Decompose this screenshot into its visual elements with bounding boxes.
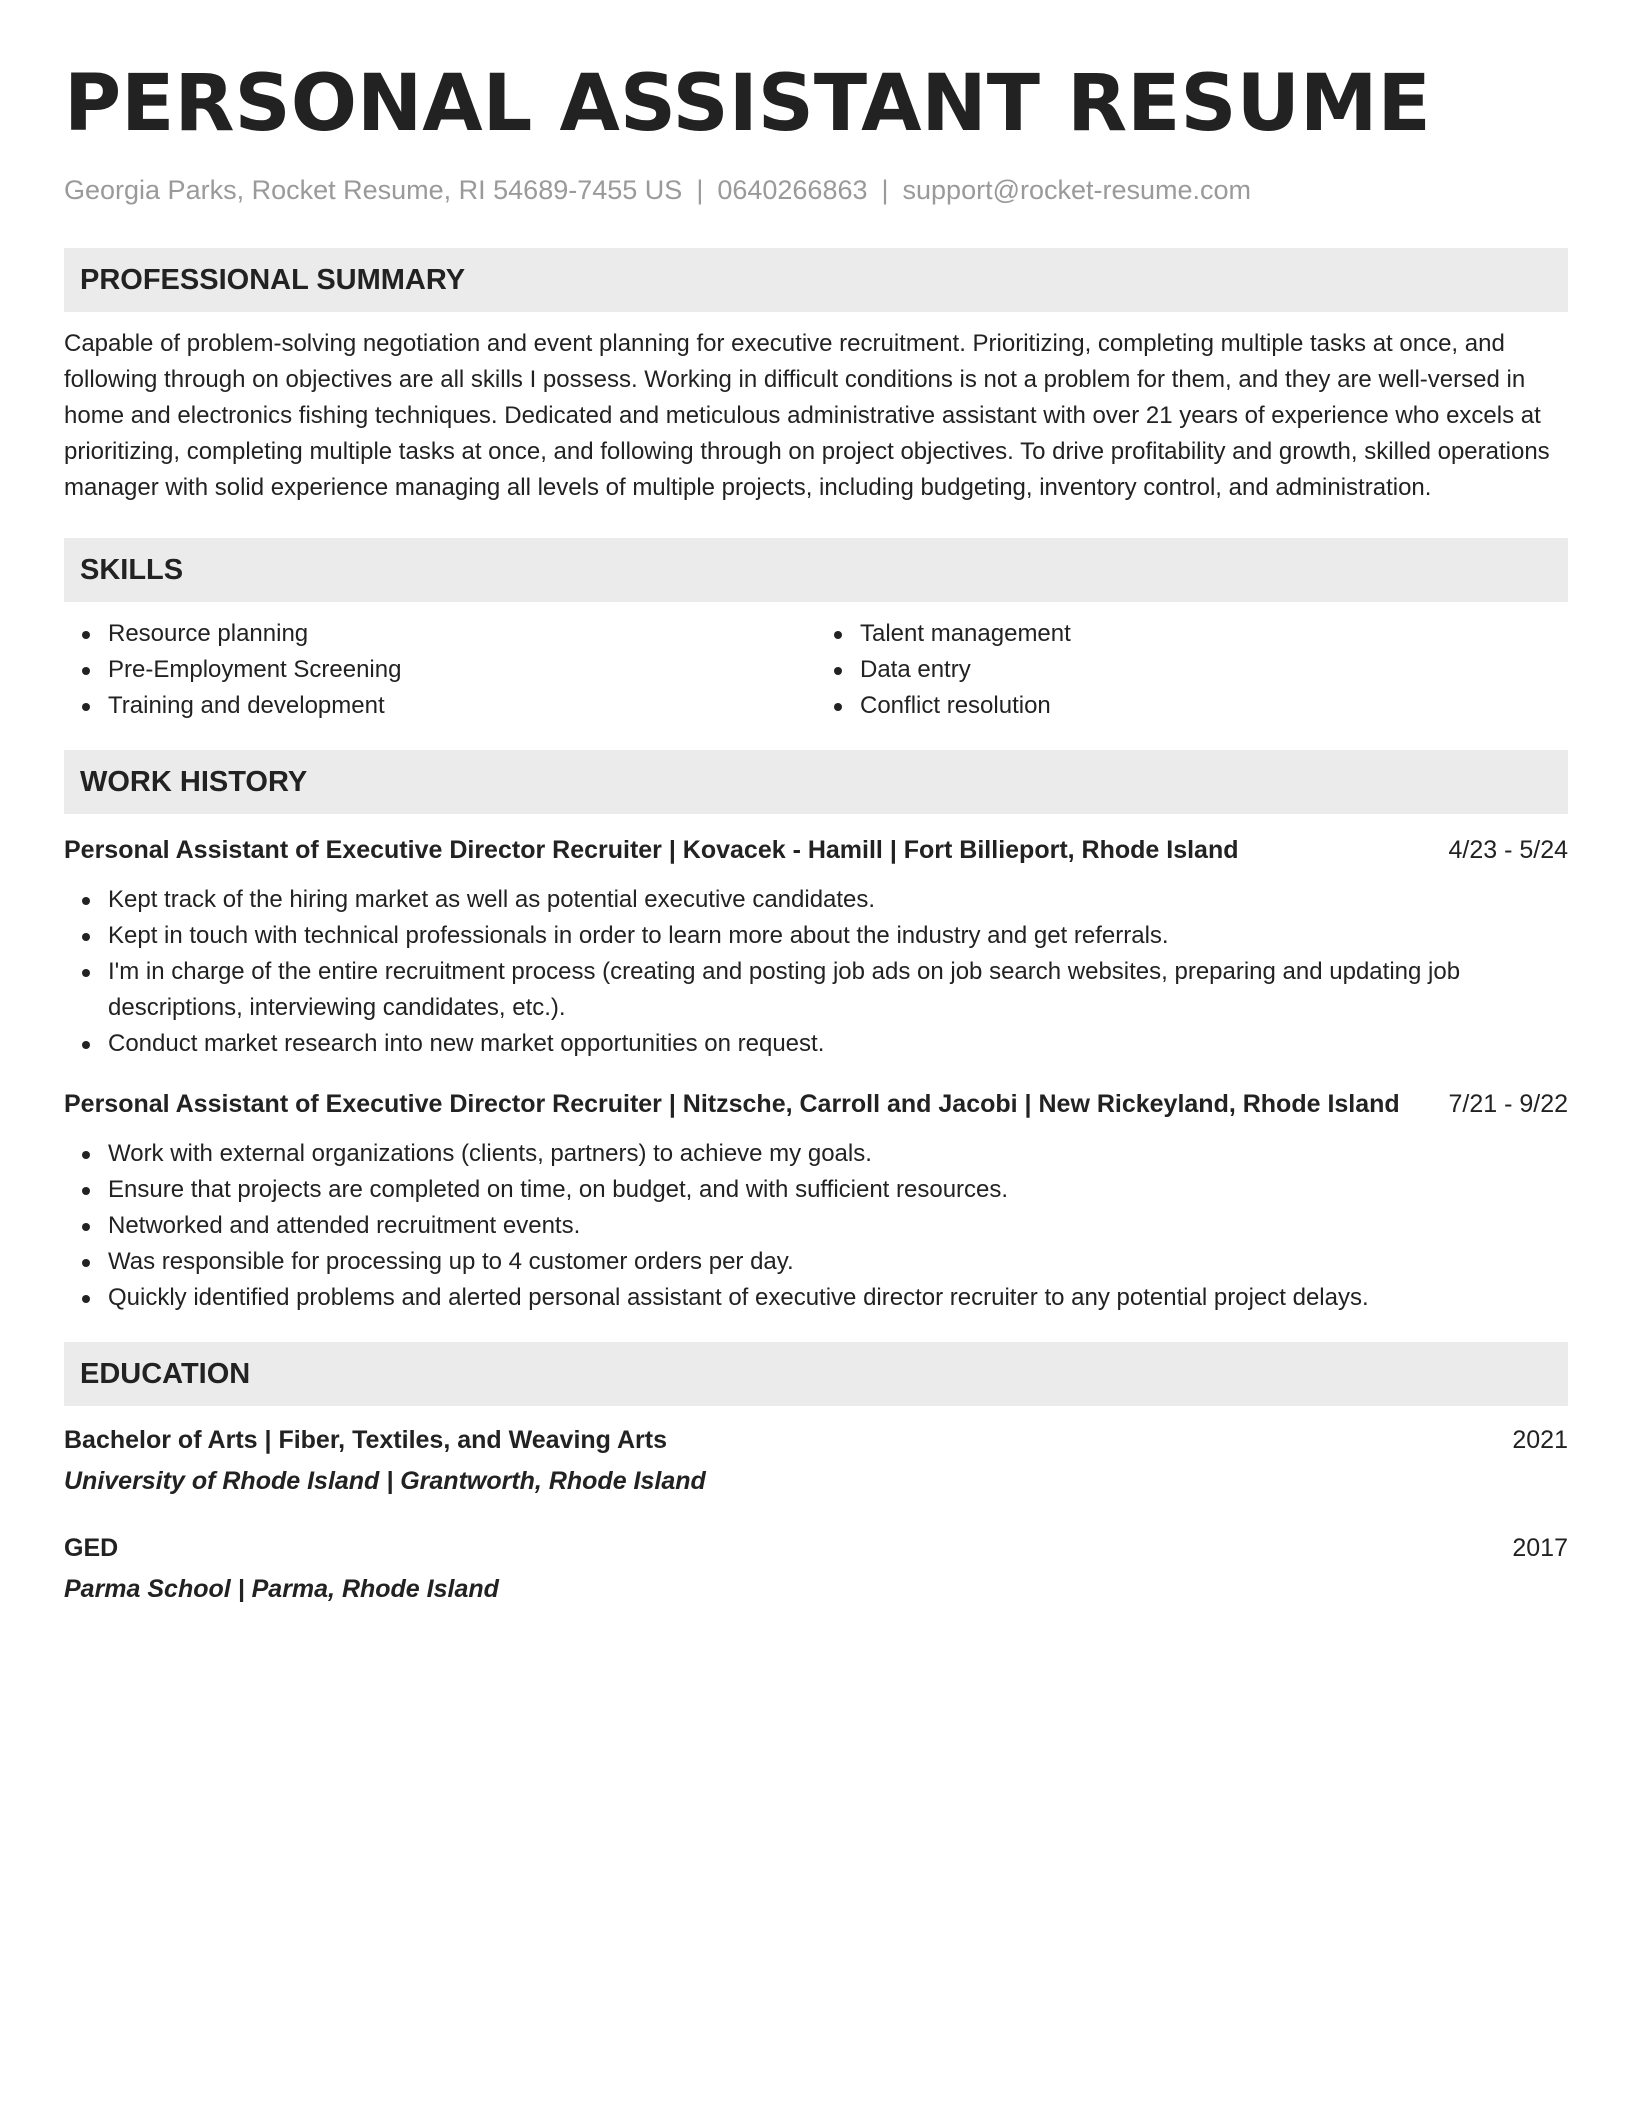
section-heading: PROFESSIONAL SUMMARY	[80, 263, 466, 296]
section-header-skills	[64, 538, 1568, 602]
job-header	[64, 1086, 1568, 1122]
job-bullet: Kept in touch with technical professionals in order to learn more about the industry and get referrals.	[108, 918, 1568, 954]
contact-separator: |	[881, 175, 889, 205]
job-bullet: Networked and attended recruitment events.	[108, 1208, 1568, 1244]
section-heading: WORK HISTORY	[80, 765, 308, 798]
summary-text: Capable of problem-solving negotiation and event planning for executive recruitment. Prioritizing, completing multiple tasks at once, and following through on objectives are all skills I possess. Working in difficult conditions is not a problem for them, and they are well-versed in home and electronics fishing techniques. Dedicated and meticulous administrative assistant with over 21 years of experience who excels at prioritizing, completing multiple tasks at once, and following through on project objectives. To drive profitability and growth, skilled operations manager with solid experience managing all levels of multiple projects, including budgeting, inventory control, and administration.	[64, 330, 1550, 501]
job-title: Personal Assistant of Executive Director Recruiter | Nitzsche, Carroll and Jacobi | New Rickeyland, Rhode Island	[64, 1090, 1400, 1118]
education-header	[64, 1422, 1568, 1458]
job-dates: 7/21 - 9/22	[1448, 1090, 1568, 1118]
education-year: 2017	[1512, 1534, 1568, 1562]
job-bullet: Kept track of the hiring market as well as potential executive candidates.	[108, 882, 1568, 918]
education-school: University of Rhode Island | Grantworth, Rhode Island	[64, 1467, 706, 1495]
skills-column-right	[816, 616, 1568, 724]
contact-phone: 0640266863	[717, 175, 868, 205]
education-year: 2021	[1512, 1426, 1568, 1454]
job-header	[64, 832, 1568, 868]
education-degree: GED	[64, 1534, 119, 1562]
job-entry	[64, 832, 1568, 1062]
education-degree: Bachelor of Arts | Fiber, Textiles, and Weaving Arts	[64, 1426, 667, 1454]
section-heading: EDUCATION	[80, 1357, 251, 1390]
skills-grid	[64, 616, 1568, 724]
job-bullets	[64, 882, 1568, 1062]
section-heading: SKILLS	[80, 553, 184, 586]
contact-separator: |	[696, 175, 704, 205]
skills-column-left	[64, 616, 816, 724]
job-bullet: Work with external organizations (clients, partners) to achieve my goals.	[108, 1136, 1568, 1172]
section-header-work-history	[64, 750, 1568, 814]
section-header-summary	[64, 248, 1568, 312]
page-title: PERSONAL ASSISTANT RESUME	[64, 59, 1431, 149]
contact-line	[64, 170, 1568, 210]
job-bullets	[64, 1136, 1568, 1316]
contact-address: Georgia Parks, Rocket Resume, RI 54689-7455 US	[64, 175, 683, 205]
education-header	[64, 1530, 1568, 1566]
job-bullet: Quickly identified problems and alerted personal assistant of executive director recruiter to any potential project delays.	[108, 1280, 1568, 1316]
skill-item: Pre-Employment Screening	[108, 652, 816, 688]
education-entry	[64, 1422, 1568, 1500]
job-dates: 4/23 - 5/24	[1448, 836, 1568, 864]
job-entry	[64, 1086, 1568, 1316]
contact-email: support@rocket-resume.com	[902, 175, 1252, 205]
job-title: Personal Assistant of Executive Director Recruiter | Kovacek - Hamill | Fort Billieport, Rhode Island	[64, 836, 1239, 864]
job-bullet: Was responsible for processing up to 4 customer orders per day.	[108, 1244, 1568, 1280]
skill-item: Data entry	[860, 652, 1568, 688]
job-bullet: Ensure that projects are completed on time, on budget, and with sufficient resources.	[108, 1172, 1568, 1208]
skill-item: Talent management	[860, 616, 1568, 652]
education-entry	[64, 1530, 1568, 1608]
skill-item: Training and development	[108, 688, 816, 724]
skill-item: Resource planning	[108, 616, 816, 652]
job-bullet: Conduct market research into new market opportunities on request.	[108, 1026, 1568, 1062]
skill-item: Conflict resolution	[860, 688, 1568, 724]
education-school: Parma School | Parma, Rhode Island	[64, 1575, 499, 1603]
job-bullet: I'm in charge of the entire recruitment process (creating and posting job ads on job search websites, preparing and updating job descriptions, interviewing candidates, etc.).	[108, 954, 1568, 1026]
section-header-education	[64, 1342, 1568, 1406]
